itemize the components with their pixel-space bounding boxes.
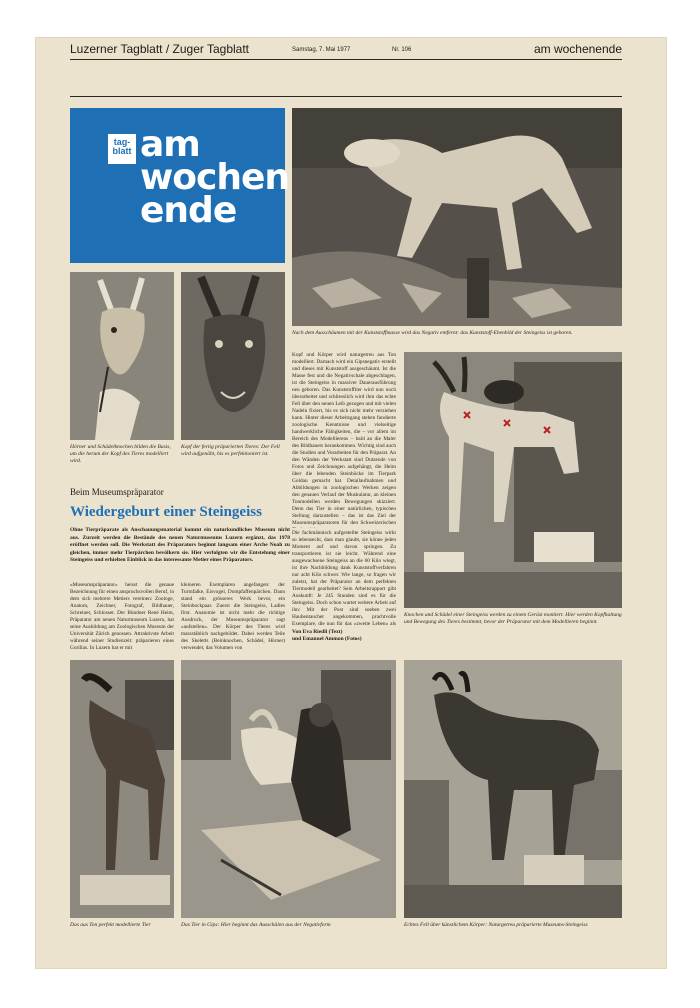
article-kicker: Beim Museumspräparator (70, 487, 164, 497)
article-column-2: kleineren Exemplaren angefangen: der Turmfalke, Eisvogel, Dompfaffenpärchen. Dann stand ein grösseres Werk bevor, ein Steinbockpaar. Zuerst die Steingeiss, Ladies first. Anatomie ist nicht mehr die richtige Ausdruck, der Museumspräparator sagt «aufstellen». Der Körper des Tieres wird massstäblich nachgebildet. Dabei werden Teile des Skeletts (Beinknochen, Schädel, Hörner) verwendet, das Volumen von (181, 582, 285, 651)
paper-name: Luzerner Tagblatt / Zuger Tagblatt (70, 42, 250, 56)
issue-date: Samstag, 7. Mai 1977 (292, 47, 351, 53)
article-column-3: Kopf und Körper wird naturgetreu aus Ton modelliert. Darnach wird ein Gipsnegativ erstellt und dieses mit Kunststoff ausgeschäumt. Ist die Masse fest und die Negativschale abgeschlagen, ist die Steingeiss in massiver Dauerausführung neu geboren. Das Kunststofftier wird nun noch überarbeitet und schliesslich wird ihm das echte Fell über den neuen Leib gezogen und mit vielen Nadeln fixiert, bis es sich nicht mehr verziehen kann. Hinter dieser Arbeitsgang stehen fundierte zoologische Kenntnisse und vielseitige handwerkliche Fähigkeiten, die – vor allem im Bereich des Modellierens – bald an die Maler des Bildhauers herankommen. Wichtig sind auch die Studien und Vorarbeiten für den Präparat. An den Wänden der Werkstatt sind Dutzende von Fotos und Zeichnungen aufgehängt, die Heim über die lebenden Steinböcke im Tierpark Goldau gemacht hat. Detailaufnahmen und Abbildungen in zoologischen Werken zeigen den genauen Verlauf der Muskulatur, an kleinen Tonmodellen werden Bewegungen skizziert. Denn das Tier in einer natürlichen, typischen Stellung darzustellen – das ist das Ziel der Museumspräparatoren für den Schweizerischen (292, 352, 396, 526)
section-rule (70, 96, 622, 97)
byline-photos: und Emanuel Ammon (Fotos) (292, 636, 362, 642)
article-column-1: «Museumspräparator» heisst die genaue Bezeichnung für einen anspruchsvollen Beruf, in dem sich mehrere Metiers vereinen: Zoologe, Anatom, Zeichner, Fotograf, Bildhauer, Schreiner, Schlosser. Der Bündner René Heim, Präparator am neuen Naturmuseum Luzern, hat seine Ausbildung am Zoologischen Museum der Universität Zürich genossen. Attraktivste Arbeit während seiner Studienzeit: präparieren eines Gorillas. In Luzern hat er mit (70, 582, 174, 651)
photo-head (181, 272, 285, 440)
byline-text: Von Eva Riedli (Text) (292, 629, 343, 635)
caption-plaster-cast: Das Tier in Gips: Hier beginnt das Ausschälen aus der Negativform (181, 922, 331, 928)
article-headline: Wiedergeburt einer Steingeiss (70, 504, 262, 520)
section-name: am wochenende (533, 42, 622, 56)
photo-finished-steingeiss (404, 660, 622, 918)
masthead-rule (70, 59, 622, 60)
caption-foam-goat: Nach dem Ausschäumen mit der Kunststoffmasse wird das Negativ entfernt: das Kunststoff-Ebenbild der Steingeiss ist geboren. (292, 330, 573, 336)
photo-plaster-cast (181, 660, 396, 918)
section-logo (70, 108, 290, 263)
article-lead: Ohne Tierpräparate als Anschauungsmaterial kommt ein naturkundliches Museum nicht aus. Zurzeit werden die Bestände des neuen Naturmuseums Luzern ergänzt, das 1978 eröffnet werden soll. Die Werkstatt des Präparators beginnt langsam einer Arche Noah zu gleichen, immer mehr Tierpärchen bevölkern sie. Hier verfolgten wir die Entstehung einer Steingeiss und erhielten Einblick in das interessante Metier eines Präparators. (70, 527, 290, 563)
logo-line: am (140, 124, 200, 165)
article-byline (292, 629, 362, 643)
tagblatt-badge: tag-blatt (108, 134, 136, 164)
photo-horns (70, 272, 174, 440)
logo-wordmark (140, 124, 290, 231)
caption-finished-steingeiss: Echtes Fell über künstlichem Körper: Naturgetreu präparierte Museums-Steingeiss (404, 922, 588, 928)
photo-foam-goat (292, 108, 622, 326)
caption-horns: Hörner und Schädelknochen bilden die Basis, um die herum der Kopf des Tieres modelliert wird. (70, 444, 171, 464)
photo-workshop (404, 352, 622, 608)
logo-line: wochen (140, 157, 290, 198)
logo-line: ende (140, 190, 237, 231)
caption-clay-model: Das aus Ton perfekt modellierte Tier (70, 922, 151, 928)
issue-number: Nr. 106 (392, 47, 412, 53)
caption-head: Kopf der fertig präparierten Tieres: Der Fell wird aufgenäht, bis es perfektioniert ist. (181, 444, 280, 457)
caption-workshop: Knochen und Schädel einer Steingeiss werden zu einem Gerüst montiert. Hier werden Kopfhaltung und Bewegung des Tieres bestimmt, bevor der Präparator mit dem Modellieren beginnt. (404, 612, 622, 625)
article-column-3b: Die fachmännisch aufgestellte Steingeiss wirkt so lebensecht, dass man glaubt, sie könne jeden Moment auf und davon springen. Zu transportieren ist sie leicht. Während eine ausgewachsene Steingeiss an die 60 Kilo wiegt, ist ihre Nachbildung dank Kunststoffverfahren nur acht Kilo schwer. Wie lange, so fragen wir zuletzt, hat der Präparator an dem perfekten Tiermodell gearbeitet? Sein Arbeitsrapport gibt Auskunft: Je 245 Stunden sind es für die Steingeiss. Doch schon wartet weitere Arbeit auf ihn: Mit der Post sind soeben zwei Haubentaucher angekommen, prachtvolle Exemplare, die nun für das «zweite Leben» als (292, 530, 396, 626)
photo-clay-model (70, 660, 174, 918)
